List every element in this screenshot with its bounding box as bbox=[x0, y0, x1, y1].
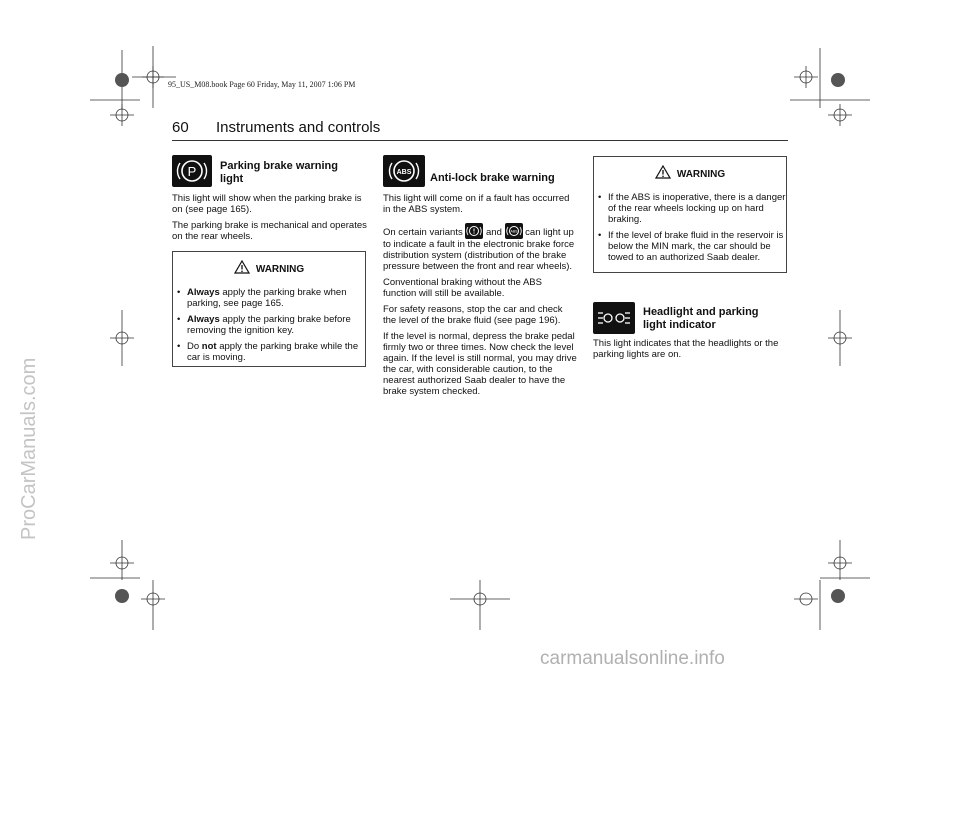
section-title: Instruments and controls bbox=[216, 119, 381, 136]
warning-item: • If the level of brake fluid in the reservoir is below the MIN mark, the car should be towed to an authorized Saab dealer. bbox=[608, 230, 786, 263]
abs-warning-box bbox=[593, 156, 787, 273]
side-watermark: ProCarManuals.com bbox=[18, 357, 40, 540]
parking-brake-heading: Parking brake warning light bbox=[220, 160, 338, 185]
parking-brake-warning-box bbox=[172, 251, 366, 367]
warning-item: • Always apply the parking brake when parking, see page 165. bbox=[187, 287, 365, 309]
warning-item: • Do not apply the parking brake while the car is moving. bbox=[187, 341, 365, 363]
warning-item: • Always apply the parking brake before removing the ignition key. bbox=[187, 314, 365, 336]
warning-title: WARNING bbox=[594, 165, 786, 180]
footer-watermark: carmanualsonline.info bbox=[540, 648, 725, 669]
book-slug: 95_US_M08.book Page 60 Friday, May 11, 2007 1:06 PM bbox=[168, 80, 356, 89]
page-number: 60 bbox=[172, 119, 189, 136]
abs-inline-icon bbox=[505, 223, 523, 239]
abs-heading: Anti-lock brake warning bbox=[430, 172, 555, 184]
parking-brake-icon bbox=[172, 155, 212, 187]
warning-item: • If the ABS is inoperative, there is a danger of the rear wheels locking up on hard braking. bbox=[608, 192, 786, 225]
headlight-indicator-icon bbox=[593, 302, 635, 334]
svg-text:P: P bbox=[187, 164, 197, 179]
svg-text:ABS: ABS bbox=[396, 169, 412, 176]
warning-title: WARNING bbox=[173, 260, 365, 275]
warning-triangle-icon bbox=[655, 165, 671, 179]
brake-warning-inline-icon bbox=[465, 223, 483, 239]
abs-icon bbox=[383, 155, 425, 187]
abs-text: This light will come on if a fault has occurred in the ABS system. On certain variants and ABS can light up to indicate a fault in the electronic brake force distribution system (distribution of the brake pressure between the front and rear wheels). Conventional braking without the ABS function will still be available. For safety reasons, stop the car and check the level of the brake fluid (see page 196). If the level is normal, depress the brake pedal firmly two or three times. Now check the level again. If the level is still normal, you may drive the car, with considerable caution, to the nearest authorized Saab dealer to have the brake system checked. bbox=[383, 193, 577, 397]
headlight-text: This light indicates that the headlights or the parking lights are on. bbox=[593, 338, 779, 360]
parking-brake-text: This light will show when the parking brake is on (see page 165). The parking brake is mechanical and operates on the rear wheels. bbox=[172, 193, 367, 242]
headlight-heading: Headlight and parking light indicator bbox=[643, 306, 759, 331]
warning-triangle-icon bbox=[234, 260, 250, 274]
header-rule bbox=[172, 140, 788, 141]
svg-text:ABS: ABS bbox=[510, 229, 518, 234]
